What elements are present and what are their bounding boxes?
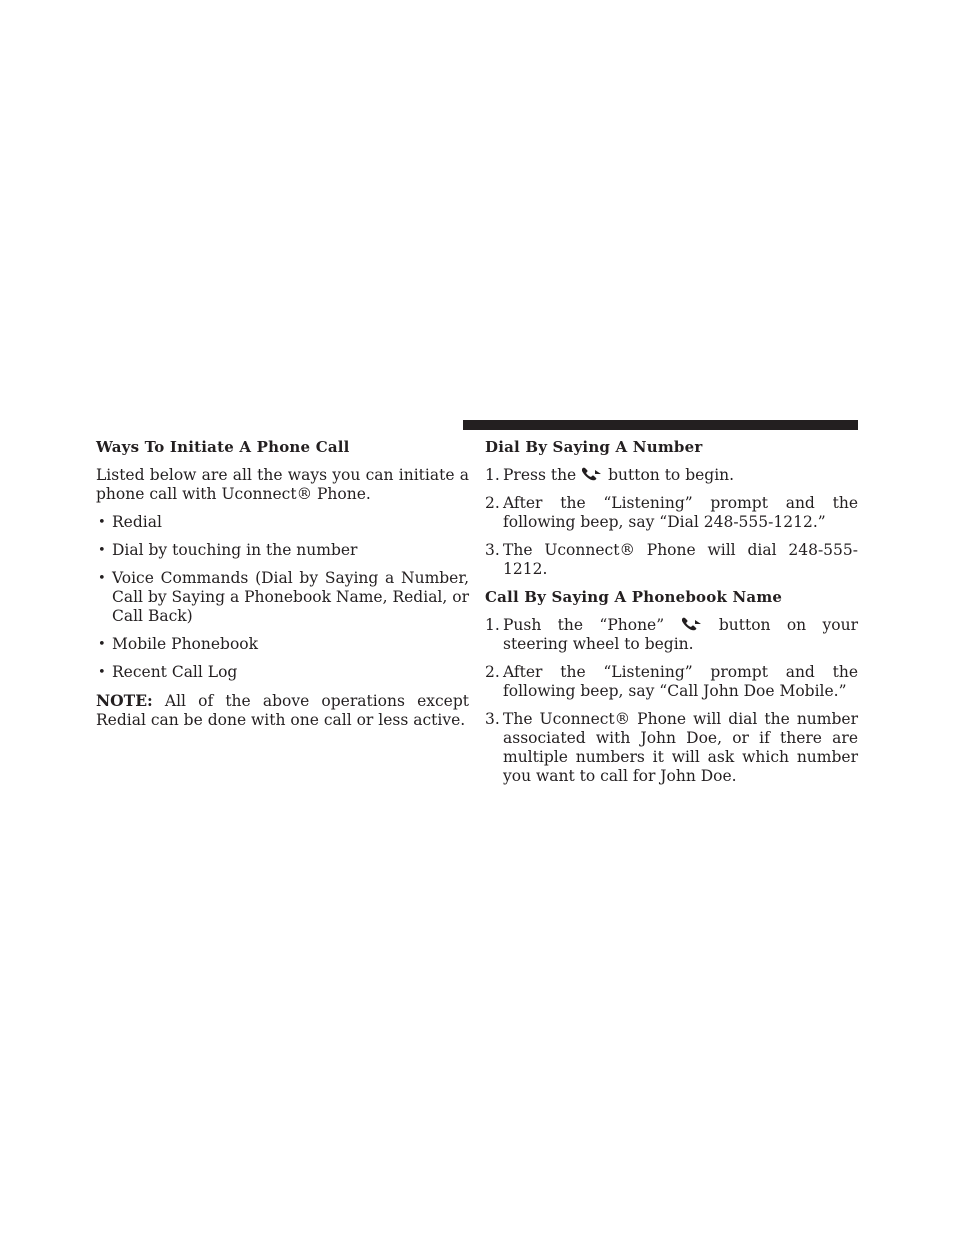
ways-list xyxy=(96,513,469,682)
bullet-icon: • xyxy=(98,543,106,558)
step-item: 1. Push the “Phone” button on your steering wheel to begin. xyxy=(485,616,858,653)
bullet-icon: • xyxy=(98,637,106,652)
step-item: 2. After the “Listening” prompt and the following beep, say “Dial 248-555-1212.” xyxy=(485,494,858,531)
bullet-icon: • xyxy=(98,571,106,586)
bullet-icon: • xyxy=(98,665,106,680)
call-by-phonebook-steps xyxy=(485,616,858,786)
intro-paragraph: Listed below are all the ways you can initiate a phone call with Uconnect® Phone. xyxy=(96,466,469,503)
heading-ways-to-initiate: Ways To Initiate A Phone Call xyxy=(96,438,350,456)
note-paragraph xyxy=(96,691,469,730)
heading-call-by-phonebook: Call By Saying A Phonebook Name xyxy=(485,588,783,606)
phone-icon xyxy=(581,467,603,481)
dial-by-number-steps xyxy=(485,466,858,579)
phone-icon xyxy=(681,617,703,631)
step-item: 3. The Uconnect® Phone will dial the number associated with John Doe, or if there are multiple numbers it will ask which number you want to call for John Doe. xyxy=(485,710,858,785)
heading-dial-by-number: Dial By Saying A Number xyxy=(485,438,703,456)
list-item: • Recent Call Log xyxy=(98,663,238,681)
bullet-icon: • xyxy=(98,515,106,530)
note-label: NOTE: xyxy=(96,691,153,710)
list-item: • Redial xyxy=(98,513,162,531)
step-item: 1. Press the button to begin. xyxy=(485,466,735,484)
list-item: • Mobile Phonebook xyxy=(98,635,259,653)
list-item: • Dial by touching in the number xyxy=(98,541,358,559)
step-item: 2. After the “Listening” prompt and the following beep, say “Call John Doe Mobile.” xyxy=(485,663,858,700)
section-header-bar xyxy=(463,420,858,430)
step-item: 3. The Uconnect® Phone will dial 248-555-1212. xyxy=(485,541,858,578)
right-column xyxy=(485,438,858,795)
list-item: • Voice Commands (Dial by Saying a Number, Call by Saying a Phonebook Name, Redial, or Call Back) xyxy=(98,569,469,625)
left-column xyxy=(96,438,469,739)
note-text: All of the above operations except Redial can be done with one call or less active. xyxy=(96,692,469,729)
